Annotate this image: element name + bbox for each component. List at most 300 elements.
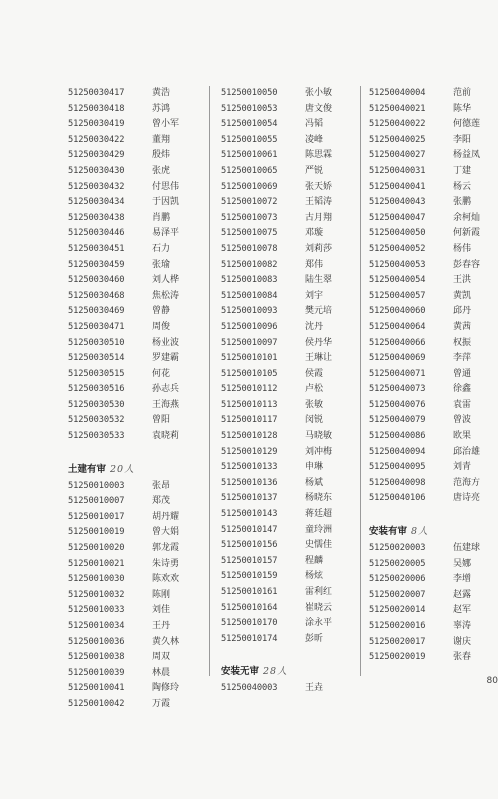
candidate-id: 51250030532 (68, 415, 125, 426)
candidate-name: 冯韬 (305, 119, 324, 130)
candidate-id: 51250040053 (369, 259, 426, 270)
candidate-name: 马晓敏 (305, 431, 333, 442)
candidate-name: 刘人桦 (152, 275, 180, 286)
list-item (68, 619, 208, 635)
candidate-name: 丁建 (453, 165, 472, 176)
candidate-name: 曾通 (453, 368, 472, 379)
candidate-name: 胡丹耀 (152, 511, 180, 522)
list-item (221, 538, 361, 554)
list-item (68, 510, 208, 526)
candidate-id: 51250040041 (369, 181, 426, 192)
list-item (221, 133, 361, 149)
candidate-name: 黄浩 (152, 88, 171, 98)
candidate-name: 焦松涛 (152, 290, 180, 301)
candidate-id: 51250010041 (68, 683, 125, 694)
column-3 (369, 86, 494, 666)
list-item (221, 585, 361, 601)
candidate-name: 孙志兵 (152, 384, 180, 395)
candidate-name: 郑茂 (152, 496, 171, 507)
candidate-name: 董翔 (152, 134, 171, 145)
candidate-id: 51250010097 (221, 337, 278, 348)
candidate-id: 51250030460 (68, 275, 125, 286)
candidate-id: 51250010039 (68, 667, 125, 678)
candidate-name: 邓璇 (305, 228, 324, 239)
list-item (221, 445, 361, 461)
candidate-name: 程麟 (305, 555, 324, 566)
candidate-id: 51250010128 (221, 431, 278, 442)
candidate-id: 51250030432 (68, 181, 125, 192)
candidate-id: 51250010020 (68, 543, 125, 554)
candidate-id: 51250040027 (369, 150, 426, 161)
list-item (68, 289, 208, 305)
list-item (68, 413, 208, 429)
candidate-name: 童玲洲 (305, 524, 333, 535)
candidate-id: 51250030446 (68, 228, 125, 239)
list-item (369, 541, 494, 557)
candidate-id: 51250010143 (221, 509, 278, 520)
candidate-name: 周双 (152, 652, 171, 663)
section-heading (221, 661, 361, 681)
candidate-id: 51250010030 (68, 574, 125, 585)
candidate-id: 51250010078 (221, 243, 278, 254)
candidate-name: 郑伟 (305, 259, 324, 270)
candidate-name: 张敏 (305, 399, 324, 410)
candidate-name: 谢庆 (453, 636, 472, 647)
candidate-id: 51250030530 (68, 399, 125, 410)
candidate-name: 何德莲 (453, 119, 481, 130)
candidate-name: 吴娜 (453, 558, 472, 569)
list-item (221, 320, 361, 336)
list-item (221, 180, 361, 196)
candidate-id: 51250030533 (68, 431, 125, 442)
candidate-id: 51250010019 (68, 527, 125, 538)
candidate-name: 邱治雄 (453, 446, 481, 457)
candidate-name: 陆生翠 (305, 275, 333, 286)
candidate-id: 51250010129 (221, 446, 278, 457)
list-item (369, 164, 494, 180)
list-item (369, 117, 494, 133)
candidate-id: 51250030514 (68, 353, 125, 364)
section-heading-label: 安装有审 (369, 526, 408, 538)
candidate-id: 51250010101 (221, 353, 278, 364)
candidate-id: 51250010042 (68, 698, 125, 709)
list-item (68, 242, 208, 258)
section-heading-label: 土建有审 (68, 463, 107, 475)
candidate-name: 侯霞 (305, 368, 324, 379)
list-item (369, 102, 494, 118)
candidate-name: 范海方 (453, 477, 481, 488)
section-gap (68, 445, 208, 459)
list-item (221, 429, 361, 445)
list-item (68, 164, 208, 180)
candidate-id: 51250040050 (369, 228, 426, 239)
section-heading-label: 安装无审 (221, 666, 260, 678)
candidate-name: 朱诗勇 (152, 558, 180, 569)
candidate-id: 51250020017 (369, 636, 426, 647)
candidate-id: 51250020007 (369, 589, 426, 600)
list-item (68, 273, 208, 289)
candidate-name: 黄久林 (152, 636, 180, 647)
list-item (68, 541, 208, 557)
candidate-name: 古月翔 (305, 212, 333, 223)
candidate-name: 林晨 (152, 667, 171, 678)
candidate-name: 赵军 (453, 605, 472, 616)
list-item (221, 195, 361, 211)
candidate-name: 卢松 (305, 384, 324, 395)
section-heading (68, 459, 208, 479)
candidate-name: 余柯灿 (453, 212, 481, 223)
candidate-id: 51250010156 (221, 540, 278, 551)
handwritten-count: 20人 (110, 463, 135, 475)
list-item (68, 320, 208, 336)
list-item (369, 242, 494, 258)
list-item (369, 195, 494, 211)
section-heading (369, 521, 494, 541)
candidate-id: 51250040057 (369, 290, 426, 301)
candidate-name: 刘宇 (305, 290, 324, 301)
list-item (68, 258, 208, 274)
candidate-name: 郭龙霞 (152, 543, 180, 554)
candidate-id: 51250010105 (221, 368, 278, 379)
candidate-name: 伍建球 (453, 543, 481, 554)
candidate-id: 51250010161 (221, 587, 278, 597)
candidate-id: 51250020003 (369, 543, 426, 554)
list-item (369, 588, 494, 604)
list-item (221, 569, 361, 585)
list-item (369, 429, 494, 445)
candidate-id: 51250030468 (68, 290, 125, 301)
candidate-id: 51250010096 (221, 321, 278, 332)
column-1 (68, 86, 208, 713)
candidate-id: 51250040098 (369, 477, 426, 488)
candidate-id: 51250030469 (68, 306, 125, 317)
list-item (221, 523, 361, 539)
candidate-name: 陈刚 (152, 589, 171, 600)
candidate-id: 51250040047 (369, 212, 426, 223)
list-item (221, 211, 361, 227)
candidate-id: 51250010003 (68, 480, 125, 491)
candidate-id: 51250040060 (369, 306, 426, 317)
candidate-name: 曾波 (453, 415, 472, 426)
list-item (221, 632, 361, 648)
candidate-name: 徐鑫 (453, 384, 472, 395)
candidate-name: 张鹏 (453, 197, 472, 208)
candidate-name: 申琳 (305, 462, 324, 473)
list-item (68, 195, 208, 211)
candidate-id: 51250040052 (369, 243, 426, 254)
candidate-name: 王韬涛 (305, 197, 333, 208)
candidate-id: 51250020006 (369, 574, 426, 585)
list-item (68, 697, 208, 713)
list-item (68, 86, 208, 102)
list-item (369, 460, 494, 476)
candidate-name: 张虎 (152, 165, 171, 176)
candidate-id: 51250040031 (369, 165, 426, 176)
list-item (68, 603, 208, 619)
candidate-name: 何花 (152, 368, 171, 379)
candidate-id: 51250030510 (68, 337, 125, 348)
list-item (369, 572, 494, 588)
candidate-id: 51250040094 (369, 446, 426, 457)
list-item (68, 666, 208, 682)
list-item (221, 102, 361, 118)
candidate-id: 51250020019 (369, 652, 426, 663)
candidate-name: 杨伟 (453, 243, 472, 254)
candidate-id: 51250010159 (221, 571, 278, 582)
candidate-id: 51250010112 (221, 384, 278, 395)
candidate-name: 易泽平 (152, 228, 180, 239)
candidate-id: 51250010021 (68, 558, 125, 569)
candidate-name: 王海燕 (152, 399, 180, 410)
candidate-id: 51250040003 (221, 683, 278, 694)
list-item (68, 525, 208, 541)
candidate-id: 51250010093 (221, 306, 278, 317)
list-item (369, 382, 494, 398)
candidate-name: 陈思霖 (305, 150, 333, 161)
candidate-id: 51250010069 (221, 181, 278, 192)
section-gap (369, 507, 494, 521)
list-item (68, 382, 208, 398)
candidate-name: 王琳让 (305, 353, 333, 364)
list-item (221, 304, 361, 320)
list-item (221, 616, 361, 632)
candidate-id: 51250020014 (369, 605, 426, 616)
list-item (221, 681, 361, 697)
candidate-name: 王丹 (152, 621, 171, 631)
candidate-name: 涂永平 (305, 618, 333, 629)
list-item (221, 226, 361, 242)
candidate-name: 苏鸿 (152, 103, 171, 114)
candidate-name: 杨益凤 (453, 150, 481, 161)
candidate-name: 陈欢欢 (152, 574, 180, 585)
list-item (68, 494, 208, 510)
candidate-name: 刘冲梅 (305, 446, 333, 457)
list-item (369, 476, 494, 492)
candidate-id: 51250010032 (68, 589, 125, 600)
list-item (369, 211, 494, 227)
candidate-id: 51250040069 (369, 353, 426, 364)
candidate-id: 51250010055 (221, 134, 278, 145)
candidate-id: 51250030459 (68, 259, 125, 270)
candidate-id: 51250020016 (369, 621, 426, 631)
candidate-name: 刘佳 (152, 605, 171, 616)
candidate-name: 欧果 (453, 431, 472, 442)
candidate-name: 唐诗亮 (453, 493, 481, 504)
list-item (68, 557, 208, 573)
candidate-name: 袁雷 (453, 399, 472, 410)
candidate-id: 51250010007 (68, 496, 125, 507)
list-item (221, 554, 361, 570)
list-item (221, 367, 361, 383)
candidate-id: 51250030422 (68, 134, 125, 145)
candidate-name: 邱丹 (453, 306, 472, 317)
list-item (221, 491, 361, 507)
candidate-id: 51250030471 (68, 321, 125, 332)
candidate-id: 51250010147 (221, 524, 278, 535)
list-item (68, 304, 208, 320)
list-item (68, 429, 208, 445)
candidate-id: 51250010164 (221, 602, 278, 613)
list-item (369, 491, 494, 507)
list-item (369, 351, 494, 367)
candidate-name: 王垚 (305, 683, 324, 694)
list-item (221, 351, 361, 367)
candidate-name: 刘莉莎 (305, 243, 333, 254)
list-item (369, 289, 494, 305)
candidate-name: 崔晓云 (305, 602, 333, 613)
candidate-id: 51250020005 (369, 558, 426, 569)
list-item (68, 367, 208, 383)
candidate-id: 51250010084 (221, 290, 278, 301)
candidate-id: 51250030430 (68, 165, 125, 176)
candidate-id: 51250040095 (369, 462, 426, 473)
candidate-id: 51250010137 (221, 493, 278, 504)
candidate-id: 51250010157 (221, 555, 278, 566)
candidate-name: 凌峰 (305, 134, 324, 145)
candidate-name: 蒋廷超 (305, 509, 333, 520)
candidate-name: 张昂 (152, 480, 171, 491)
candidate-name: 闵锐 (305, 415, 324, 426)
list-item (68, 351, 208, 367)
list-item (68, 211, 208, 227)
list-item (68, 650, 208, 666)
candidate-name: 何新霞 (453, 228, 481, 239)
candidate-id: 51250040043 (369, 197, 426, 208)
list-item (68, 226, 208, 242)
list-item (369, 619, 494, 635)
candidate-id: 51250010174 (221, 633, 278, 644)
candidate-id: 51250010083 (221, 275, 278, 286)
column-2 (221, 86, 361, 697)
candidate-id: 51250010073 (221, 212, 278, 223)
list-item (221, 382, 361, 398)
candidate-name: 辜涛 (453, 621, 472, 631)
handwritten-count: 28人 (263, 666, 288, 678)
list-item (369, 86, 494, 102)
candidate-id: 51250010061 (221, 150, 278, 161)
candidate-name: 曾大娟 (152, 527, 180, 538)
list-item (369, 413, 494, 429)
list-item (221, 601, 361, 617)
list-item (221, 164, 361, 180)
candidate-name: 李萍 (453, 353, 472, 364)
list-item (68, 635, 208, 651)
list-item (369, 635, 494, 651)
list-item (221, 148, 361, 164)
candidate-id: 51250030434 (68, 197, 125, 208)
list-item (68, 102, 208, 118)
candidate-name: 赵露 (453, 589, 472, 600)
candidate-name: 侯丹华 (305, 337, 333, 348)
list-item (68, 479, 208, 495)
candidate-name: 唐文俊 (305, 103, 333, 114)
candidate-name: 石力 (152, 243, 171, 254)
page-number: 80 (486, 676, 498, 686)
candidate-name: 樊元培 (305, 306, 333, 317)
candidate-name: 曾阳 (152, 415, 171, 426)
candidate-name: 付思伟 (152, 181, 180, 192)
candidate-name: 张春 (453, 652, 472, 663)
candidate-id: 51250040079 (369, 415, 426, 426)
list-item (221, 117, 361, 133)
candidate-name: 张天娇 (305, 181, 333, 192)
candidate-id: 51250030438 (68, 212, 125, 223)
list-item (68, 588, 208, 604)
candidate-id: 51250010136 (221, 477, 278, 488)
list-item (369, 336, 494, 352)
candidate-id: 51250010072 (221, 197, 278, 208)
section-gap (221, 647, 361, 661)
candidate-name: 黄茜 (453, 321, 472, 332)
candidate-id: 51250030419 (68, 119, 125, 130)
candidate-id: 51250040071 (369, 368, 426, 379)
list-item (221, 242, 361, 258)
candidate-id: 51250010075 (221, 228, 278, 239)
list-item (369, 603, 494, 619)
list-item (369, 304, 494, 320)
candidate-name: 曾静 (152, 306, 171, 317)
list-item (369, 557, 494, 573)
candidate-name: 杨晓东 (305, 493, 333, 504)
candidate-name: 李阳 (453, 134, 472, 145)
candidate-id: 51250010036 (68, 636, 125, 647)
list-item (68, 148, 208, 164)
handwritten-count: 8人 (411, 526, 429, 538)
candidate-id: 51250010082 (221, 259, 278, 270)
candidate-id: 51250040054 (369, 275, 426, 286)
candidate-name: 李增 (453, 574, 472, 585)
list-item (68, 681, 208, 697)
candidate-id: 51250010053 (221, 103, 278, 114)
candidate-id: 51250040076 (369, 399, 426, 410)
candidate-id: 51250030418 (68, 103, 125, 114)
candidate-id: 51250010034 (68, 621, 125, 631)
candidate-name: 彭昕 (305, 633, 324, 644)
candidate-name: 陶修玲 (152, 683, 180, 694)
candidate-name: 万霞 (152, 698, 171, 709)
candidate-id: 51250030451 (68, 243, 125, 254)
list-item (369, 180, 494, 196)
list-item (369, 133, 494, 149)
candidate-name: 黄凯 (453, 290, 472, 301)
candidate-name: 周俊 (152, 321, 171, 332)
candidate-id: 51250010038 (68, 652, 125, 663)
list-item (369, 320, 494, 336)
candidate-id: 51250040025 (369, 134, 426, 145)
candidate-id: 51250030516 (68, 384, 125, 395)
candidate-id: 51250010065 (221, 165, 278, 176)
candidate-id: 51250040086 (369, 431, 426, 442)
list-item (369, 148, 494, 164)
candidate-name: 张瑜 (152, 259, 171, 270)
list-item (221, 413, 361, 429)
list-item (369, 273, 494, 289)
candidate-name: 刘青 (453, 462, 472, 473)
list-item (221, 476, 361, 492)
candidate-id: 51250030515 (68, 368, 125, 379)
candidate-name: 杨业波 (152, 337, 180, 348)
list-item (369, 367, 494, 383)
candidate-name: 彭春容 (453, 259, 481, 270)
candidate-id: 51250030429 (68, 150, 125, 161)
list-item (221, 273, 361, 289)
list-item (369, 650, 494, 666)
list-item (369, 445, 494, 461)
list-item (369, 398, 494, 414)
column-divider-1 (209, 86, 210, 676)
candidate-name: 雷利红 (305, 587, 333, 597)
candidate-name: 袁晓莉 (152, 431, 180, 442)
